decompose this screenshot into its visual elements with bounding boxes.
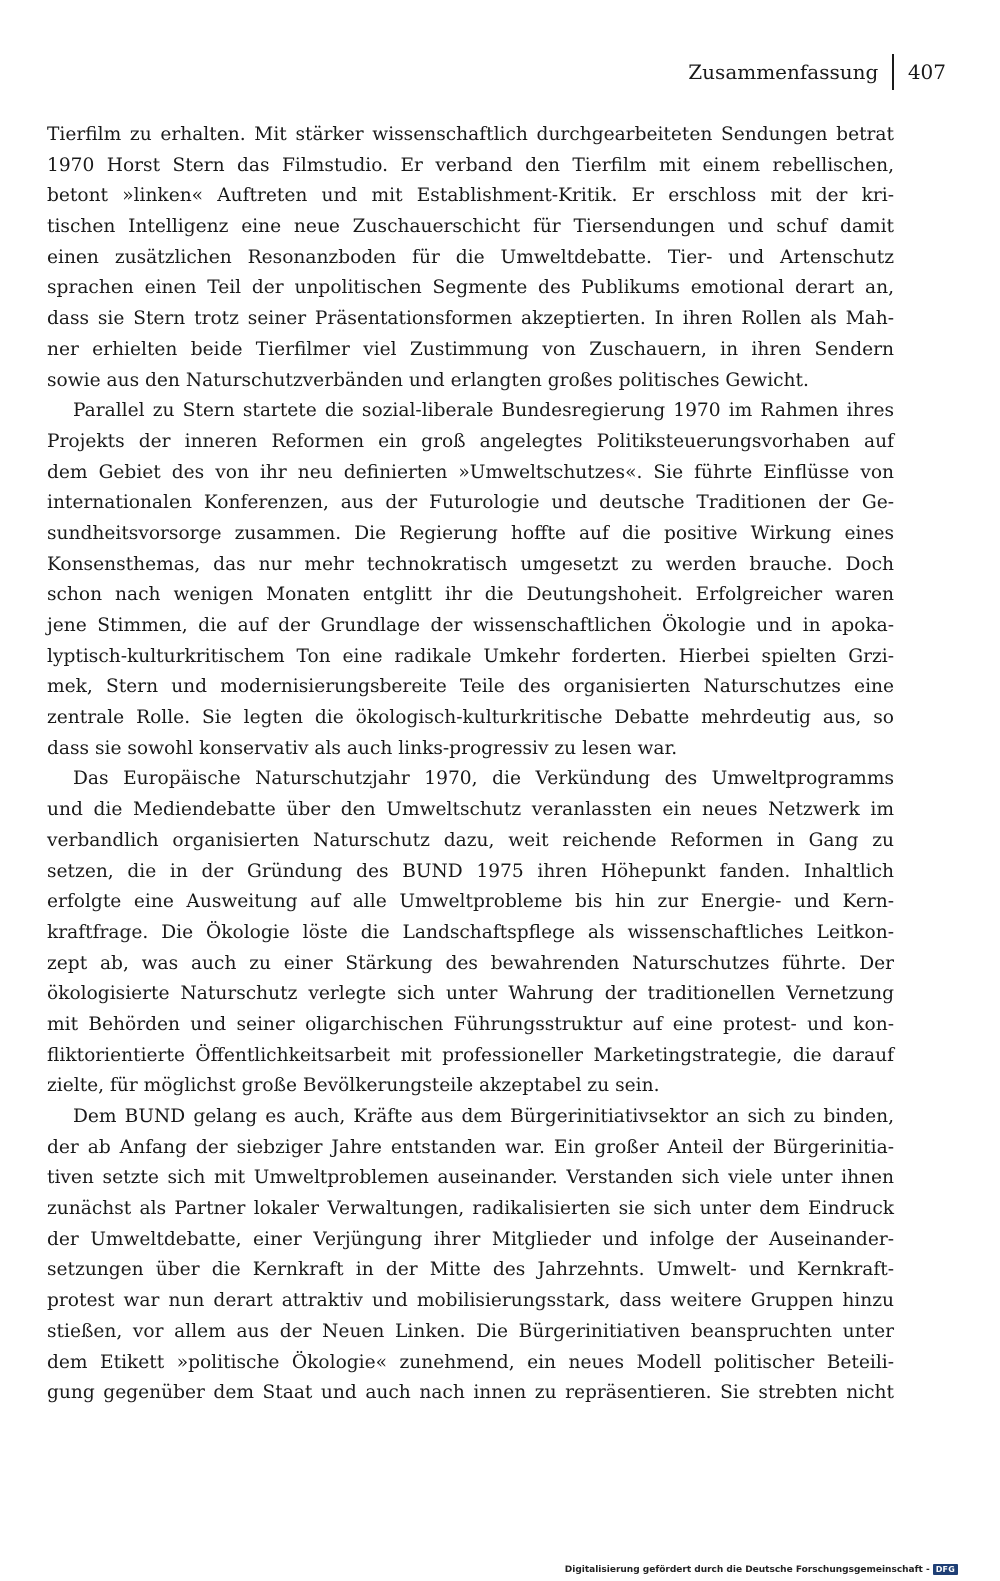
text-line: betont »linken« Auftreten und mit Establishment-Kritik. Er erschloss mit der kri-	[47, 185, 894, 207]
text-line: Tierfilm zu erhalten. Mit stärker wissenschaftlich durchgearbeiteten Sendungen betrat	[47, 124, 894, 145]
text-line: setzen, die in der Gründung des BUND 1975 ihren Höhepunkt fanden. Inhaltlich	[47, 860, 894, 882]
text-line: dem Etikett »politische Ökologie« zunehmend, ein neues Modell politischer Beteili-	[47, 1351, 894, 1373]
dfg-logo: DFG	[933, 1564, 958, 1575]
text-line: schon nach wenigen Monaten entglitt ihr die Deutungshoheit. Erfolgreicher waren	[47, 584, 894, 606]
text-line: stießen, vor allem aus der Neuen Linken. Die Bürgerinitiativen beanspruchten unter	[47, 1320, 894, 1342]
text-line: protest war nun derart attraktiv und mobilisierungsstark, dass weitere Gruppen hinzu	[47, 1290, 894, 1312]
text-line: ner erhielten beide Tierfilmer viel Zustimmung von Zuschauern, in ihren Sendern	[47, 338, 894, 360]
digitization-credit-text: Digitalisierung gefördert durch die Deutsche Forschungsgemeinschaft -	[564, 1564, 930, 1575]
text-line: erfolgte eine Ausweitung auf alle Umweltprobleme bis hin zur Energie- und Kern-	[47, 891, 894, 913]
text-line: der ab Anfang der siebziger Jahre entstanden war. Ein großer Anteil der Bürgerinitia-	[47, 1136, 894, 1158]
text-line: 1970 Horst Stern das Filmstudio. Er verband den Tierfilm mit einem rebellischen,	[47, 154, 894, 176]
text-line: sprachen einen Teil der unpolitischen Segmente des Publikums emotional derart an,	[47, 277, 894, 299]
text-line: verbandlich organisierten Naturschutz dazu, weit reichende Reformen in Gang zu	[47, 829, 894, 851]
text-line: jene Stimmen, die auf der Grundlage der wissenschaftlichen Ökologie und in apoka-	[47, 615, 894, 636]
text-line: einen zusätzlichen Resonanzboden für die Umweltdebatte. Tier- und Artenschutz	[47, 246, 894, 268]
text-line: mit Behörden und seiner oligarchischen Führungsstruktur auf eine protest- und kon-	[47, 1013, 894, 1035]
text-line: internationalen Konferenzen, aus der Futurologie und deutsche Traditionen der Ge-	[47, 492, 894, 514]
text-line: Konsensthemas, das nur mehr technokratisch umgesetzt zu werden brauche. Doch	[47, 553, 894, 575]
text-line: Projekts der inneren Reformen ein groß angelegtes Politiksteuerungsvorhaben auf	[47, 430, 894, 452]
text-line: Das Europäische Naturschutzjahr 1970, die Verkündung des Umweltprogramms	[73, 768, 894, 790]
header-divider	[892, 54, 894, 90]
text-line: zunächst als Partner lokaler Verwaltungen, radikalisierten sie sich unter dem Eindruck	[47, 1198, 894, 1220]
text-line: zielte, für möglichst große Bevölkerungsteile akzeptabel zu sein.	[47, 1075, 660, 1097]
text-line: Parallel zu Stern startete die sozial-liberale Bundesregierung 1970 im Rahmen ihres	[73, 400, 894, 422]
text-line: der Umweltdebatte, einer Verjüngung ihrer Mitglieder und infolge der Auseinander-	[47, 1228, 894, 1250]
text-line: zentrale Rolle. Sie legten die ökologisch-kulturkritische Debatte mehrdeutig aus, so	[47, 707, 894, 729]
text-line: gung gegenüber dem Staat und auch nach innen zu repräsentieren. Sie strebten nicht	[47, 1382, 894, 1404]
digitization-credit	[565, 1564, 958, 1575]
body-text	[47, 120, 894, 1409]
text-line: ökologisierte Naturschutz verlegte sich unter Wahrung der traditionellen Vernetzung	[47, 983, 894, 1005]
text-line: tischen Intelligenz eine neue Zuschauerschicht für Tiersendungen und schuf damit	[47, 216, 894, 238]
text-line: fliktorientierte Öffentlichkeitsarbeit mit professioneller Marketingstrategie, die darauf	[47, 1044, 894, 1066]
text-line: dem Gebiet des von ihr neu definierten »Umweltschutzes«. Sie führte Einflüsse von	[47, 461, 894, 483]
text-line: lyptisch-kulturkritischem Ton eine radikale Umkehr forderten. Hierbei spielten Grzi-	[47, 645, 894, 667]
text-line: sowie aus den Naturschutzverbänden und erlangten großes politisches Gewicht.	[47, 369, 809, 391]
text-line: tiven setzte sich mit Umweltproblemen auseinander. Verstanden sich viele unter ihnen	[47, 1167, 894, 1189]
text-line: und die Mediendebatte über den Umweltschutz veranlassten ein neues Netzwerk im	[47, 799, 894, 821]
text-line: Dem BUND gelang es auch, Kräfte aus dem Bürgerinitiativsektor an sich zu binden,	[73, 1106, 894, 1127]
running-head-title: Zusammenfassung	[688, 60, 879, 84]
text-line: dass sie Stern trotz seiner Präsentationsformen akzeptierten. In ihren Rollen als Mah-	[47, 308, 894, 330]
text-line: kraftfrage. Die Ökologie löste die Landschaftspflege als wissenschaftliches Leitkon-	[47, 921, 894, 943]
text-line: sundheitsvorsorge zusammen. Die Regierung hoffte auf die positive Wirkung eines	[47, 522, 894, 544]
text-line: dass sie sowohl konservativ als auch links-progressiv zu lesen war.	[47, 737, 678, 759]
text-line: setzungen über die Kernkraft in der Mitte des Jahrzehnts. Umwelt- und Kernkraft-	[47, 1259, 894, 1281]
text-line: mek, Stern und modernisierungsbereite Teile des organisierten Naturschutzes eine	[47, 676, 894, 698]
page-number: 407	[907, 60, 946, 84]
text-line: zept ab, was auch zu einer Stärkung des bewahrenden Naturschutzes führte. Der	[47, 952, 894, 974]
page-header	[0, 52, 946, 92]
